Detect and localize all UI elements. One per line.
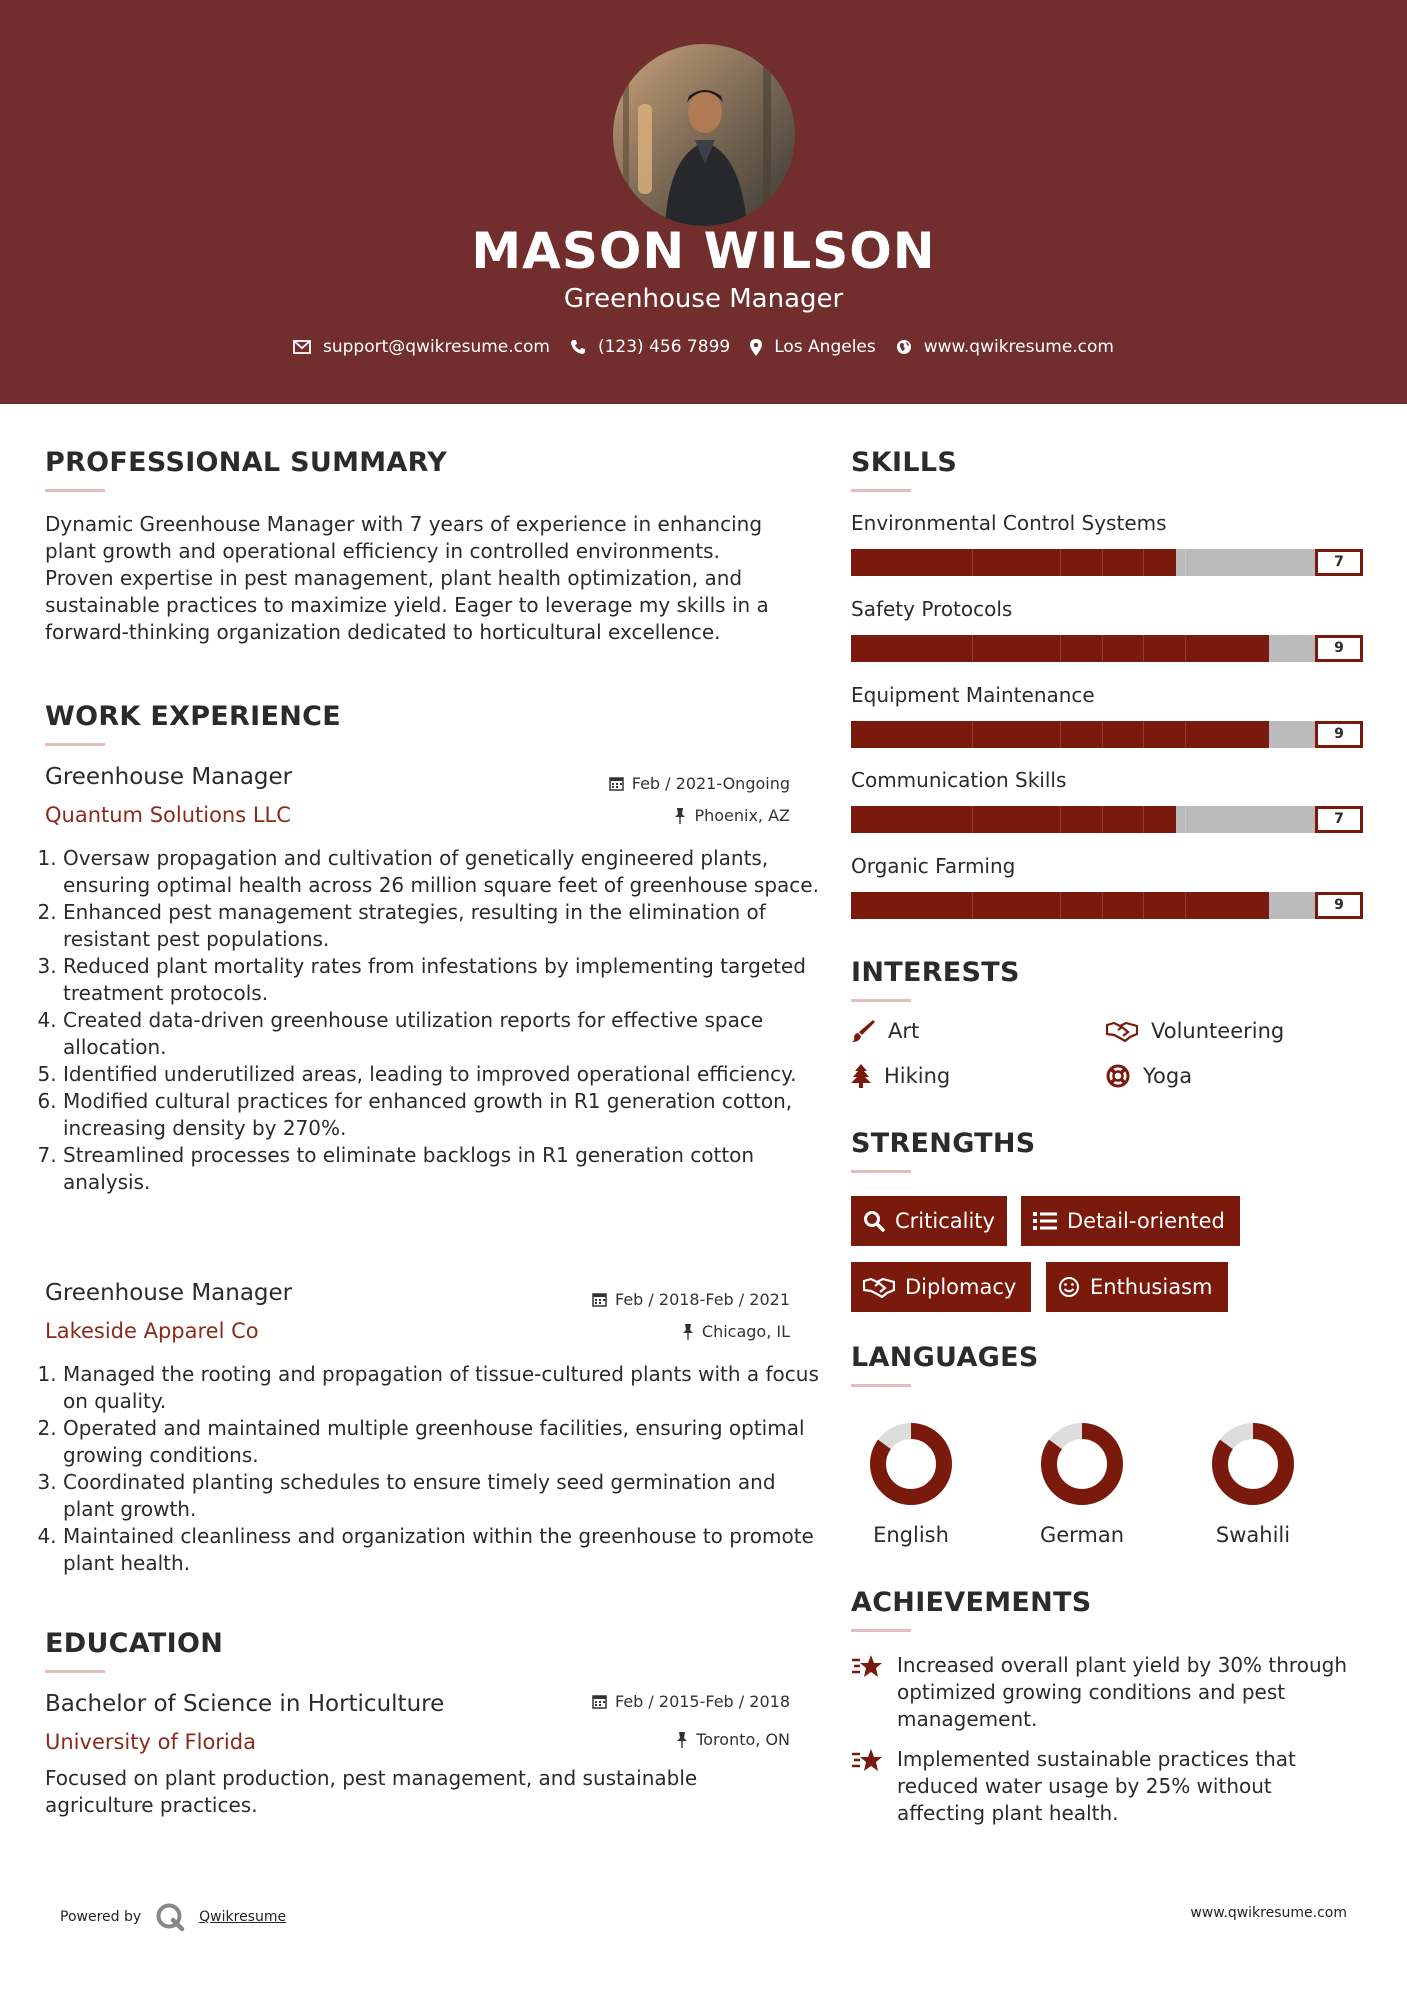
- skill-bar-divider: [1102, 549, 1103, 576]
- skill-score: 7: [1315, 549, 1363, 576]
- strength-label: Criticality: [895, 1209, 995, 1233]
- strengths-underline: [851, 1170, 911, 1173]
- job-location: [674, 806, 790, 825]
- profile-photo: [613, 44, 795, 226]
- skill-bar-divider: [1185, 721, 1186, 748]
- contact-location: [750, 337, 876, 357]
- contact-phone[interactable]: [570, 337, 730, 357]
- job-dates-text: Feb / 2018-Feb / 2021: [615, 1290, 790, 1309]
- education-dates: [592, 1692, 790, 1711]
- strength-chip: [1021, 1196, 1240, 1246]
- job-dates: [592, 1290, 790, 1309]
- languages-title: LANGUAGES: [851, 1342, 1039, 1373]
- interest-item: [851, 1064, 950, 1088]
- skill-bar: [851, 635, 1363, 662]
- achievement-item: [851, 1746, 1363, 1827]
- job-title: Greenhouse Manager: [45, 1280, 293, 1306]
- language-label: German: [1039, 1523, 1125, 1547]
- website-text: www.qwikresume.com: [923, 337, 1114, 357]
- skill-bar: [851, 721, 1363, 748]
- strength-chip: [851, 1196, 1007, 1246]
- language-donut: [1039, 1421, 1125, 1507]
- skill-bar-divider: [1060, 806, 1061, 833]
- list-item: 2. Enhanced pest management strategies, resulting in the elimination of resistant pest populations.: [63, 899, 828, 953]
- job-bullets: [38, 845, 828, 1196]
- skill-bar-divider: [1102, 892, 1103, 919]
- skill-bar-divider: [1143, 892, 1144, 919]
- skill-bar: [851, 892, 1363, 919]
- handshake-icon: [1106, 1020, 1138, 1042]
- skill-bar-divider: [972, 635, 973, 662]
- skill-bar-divider: [1185, 892, 1186, 919]
- calendar-icon: [609, 776, 624, 791]
- experience-underline: [45, 743, 105, 746]
- skill-bar-divider: [1185, 549, 1186, 576]
- skill-bar-divider: [972, 549, 973, 576]
- list-icon: [1033, 1211, 1057, 1231]
- calendar-icon: [592, 1292, 607, 1307]
- qwikresume-link[interactable]: Qwikresume: [199, 1909, 287, 1925]
- location-text: Los Angeles: [774, 337, 876, 357]
- strength-chip: [1046, 1262, 1228, 1312]
- pushpin-icon: [682, 1324, 694, 1340]
- language-donut: [868, 1421, 954, 1507]
- qwikresume-logo-icon: [155, 1902, 185, 1932]
- language-label: Swahili: [1215, 1523, 1291, 1547]
- interests-underline: [851, 999, 911, 1002]
- skills-title: SKILLS: [851, 447, 958, 478]
- list-item: 4. Created data-driven greenhouse utilization reports for effective space allocation.: [63, 1007, 828, 1061]
- skill-score: 9: [1315, 721, 1363, 748]
- skill-label: Environmental Control Systems: [851, 511, 1167, 535]
- globe-icon: [896, 339, 912, 355]
- phone-text: (123) 456 7899: [597, 337, 731, 357]
- powered-by-text: Powered by: [60, 1909, 142, 1925]
- list-item: 3. Coordinated planting schedules to ensure timely seed germination and plant growth.: [63, 1469, 828, 1523]
- strength-label: Detail-oriented: [1067, 1209, 1225, 1233]
- languages-underline: [851, 1384, 911, 1387]
- interest-label: Volunteering: [1151, 1019, 1285, 1043]
- interest-item: [851, 1019, 919, 1043]
- skill-bar-divider: [1060, 549, 1061, 576]
- list-item: 2. Operated and maintained multiple greenhouse facilities, ensuring optimal growing conditions.: [63, 1415, 828, 1469]
- interest-label: Yoga: [1143, 1064, 1193, 1088]
- footer-brand: [60, 1902, 286, 1932]
- interest-label: Art: [888, 1019, 920, 1043]
- pushpin-icon: [674, 808, 686, 824]
- education-description: Focused on plant production, pest management, and sustainable agriculture practices.: [45, 1766, 698, 1817]
- job-bullets: [38, 1361, 828, 1577]
- skill-bar-divider: [972, 892, 973, 919]
- skill-bar-fill: [851, 806, 1176, 833]
- skill-bar-divider: [1185, 635, 1186, 662]
- education-location: [676, 1730, 790, 1749]
- skill-label: Organic Farming: [851, 854, 1016, 878]
- skill-bar-divider: [1060, 892, 1061, 919]
- job-company: Lakeside Apparel Co: [45, 1319, 259, 1343]
- list-item: 3. Reduced plant mortality rates from infestations by implementing targeted treatment protocols.: [63, 953, 828, 1007]
- skill-score: 7: [1315, 806, 1363, 833]
- calendar-icon: [592, 1694, 607, 1709]
- skill-bar-divider: [1143, 635, 1144, 662]
- skill-bar-divider: [1102, 635, 1103, 662]
- achievements-title: ACHIEVEMENTS: [851, 1587, 1092, 1618]
- contact-website[interactable]: [896, 337, 1114, 357]
- search-icon: [863, 1210, 885, 1232]
- interest-item: [1106, 1064, 1192, 1088]
- list-item: 4. Maintained cleanliness and organization within the greenhouse to promote plant health.: [63, 1523, 828, 1577]
- achievement-text: Implemented sustainable practices that reduced water usage by 25% without affecting plant health.: [897, 1747, 1296, 1825]
- skill-bar-divider: [1102, 806, 1103, 833]
- tree-icon: [851, 1064, 871, 1088]
- envelope-icon: [293, 340, 311, 354]
- skill-label: Safety Protocols: [851, 597, 1013, 621]
- resume-header: [0, 0, 1407, 404]
- email-text: support@qwikresume.com: [323, 337, 550, 357]
- job-location-text: Phoenix, AZ: [694, 806, 790, 825]
- contact-bar: [0, 337, 1407, 357]
- list-item: 1. Oversaw propagation and cultivation of genetically engineered plants, ensuring optimal health across 26 million square feet of greenhouse space.: [63, 845, 828, 899]
- summary-underline: [45, 489, 105, 492]
- strengths-title: STRENGTHS: [851, 1128, 1036, 1159]
- list-item: 5. Identified underutilized areas, leading to improved operational efficiency.: [63, 1061, 828, 1088]
- skill-bar-divider: [1185, 806, 1186, 833]
- job-location: [682, 1322, 790, 1341]
- skill-bar: [851, 549, 1363, 576]
- lifebuoy-icon: [1106, 1064, 1130, 1088]
- job-company: Quantum Solutions LLC: [45, 803, 291, 827]
- strength-chip: [851, 1262, 1031, 1312]
- strength-label: Diplomacy: [905, 1275, 1017, 1299]
- school-name: University of Florida: [45, 1730, 256, 1754]
- skill-bar-divider: [972, 806, 973, 833]
- education-dates-text: Feb / 2015-Feb / 2018: [615, 1692, 790, 1711]
- candidate-role: Greenhouse Manager: [563, 284, 844, 314]
- phone-icon: [570, 339, 586, 355]
- interest-item: [1106, 1019, 1284, 1043]
- list-item: 7. Streamlined processes to eliminate backlogs in R1 generation cotton analysis.: [63, 1142, 828, 1196]
- list-item: 1. Managed the rooting and propagation of tissue-cultured plants with a focus on quality.: [63, 1361, 828, 1415]
- smile-icon: [1058, 1276, 1080, 1298]
- strength-label: Enthusiasm: [1090, 1275, 1213, 1299]
- language-label: English: [873, 1523, 949, 1547]
- skill-bar-divider: [1143, 721, 1144, 748]
- star-icon: [851, 1654, 883, 1680]
- degree-title: Bachelor of Science in Horticulture: [45, 1691, 445, 1717]
- star-icon: [851, 1748, 883, 1774]
- skill-bar-fill: [851, 549, 1176, 576]
- job-title: Greenhouse Manager: [45, 764, 293, 790]
- education-title: EDUCATION: [45, 1628, 224, 1659]
- skill-bar-divider: [1143, 806, 1144, 833]
- skills-underline: [851, 489, 911, 492]
- list-item: 6. Modified cultural practices for enhanced growth in R1 generation cotton, increasing density by 270%.: [63, 1088, 828, 1142]
- map-pin-icon: [750, 339, 762, 356]
- job-dates-text: Feb / 2021-Ongoing: [631, 774, 790, 793]
- education-location-text: Toronto, ON: [696, 1730, 790, 1749]
- achievement-item: [851, 1652, 1363, 1733]
- pushpin-icon: [676, 1732, 688, 1748]
- achievement-text: Increased overall plant yield by 30% through optimized growing conditions and pest management.: [897, 1653, 1347, 1731]
- contact-email[interactable]: [293, 337, 550, 357]
- job-dates: [609, 774, 790, 793]
- skill-score: 9: [1315, 635, 1363, 662]
- candidate-name: MASON WILSON: [471, 222, 936, 280]
- skill-bar: [851, 806, 1363, 833]
- skill-bar-divider: [972, 721, 973, 748]
- skill-bar-divider: [1060, 721, 1061, 748]
- handshake-icon: [863, 1276, 895, 1298]
- experience-title: WORK EXPERIENCE: [45, 701, 341, 732]
- education-underline: [45, 1670, 105, 1673]
- skill-label: Equipment Maintenance: [851, 683, 1095, 707]
- footer-url[interactable]: www.qwikresume.com: [1190, 1905, 1347, 1921]
- skill-bar-divider: [1060, 635, 1061, 662]
- skill-bar-divider: [1143, 549, 1144, 576]
- interests-title: INTERESTS: [851, 957, 1020, 988]
- skill-label: Communication Skills: [851, 768, 1067, 792]
- summary-text: Dynamic Greenhouse Manager with 7 years of experience in enhancing plant growth and operational efficiency in controlled environments. Proven expertise in pest management, plant health optimization, and sustainable practices to maximize yield. Eager to leverage my skills in a forward-thinking organization dedicated to horticultural excellence.: [45, 512, 769, 644]
- achievements-underline: [851, 1629, 911, 1632]
- interest-label: Hiking: [884, 1064, 951, 1088]
- skill-score: 9: [1315, 892, 1363, 919]
- paintbrush-icon: [851, 1019, 875, 1043]
- job-location-text: Chicago, IL: [701, 1322, 790, 1341]
- summary-title: PROFESSIONAL SUMMARY: [45, 447, 448, 478]
- skill-bar-divider: [1102, 721, 1103, 748]
- language-donut: [1210, 1421, 1296, 1507]
